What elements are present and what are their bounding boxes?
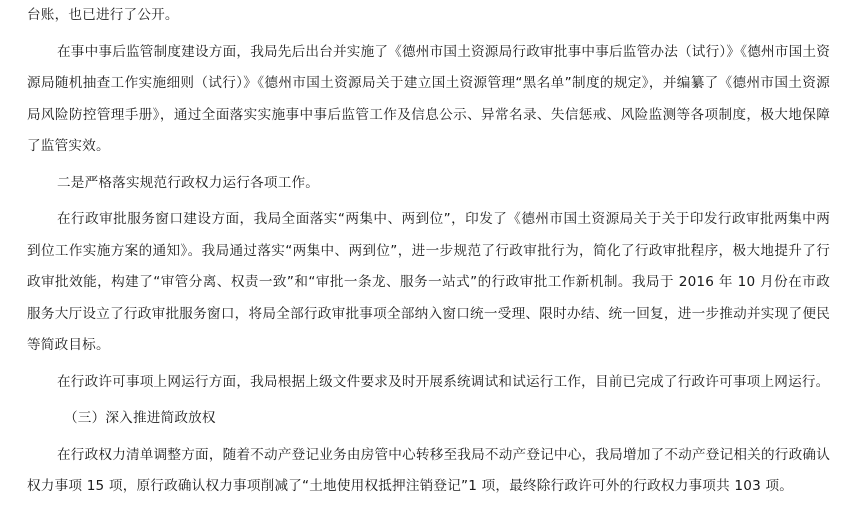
section-heading-streamline: （三）深入推进简政放权 xyxy=(64,410,216,426)
paragraph-power-list-adjustment: 在行政权力清单调整方面，随着不动产登记业务由房管中心转移至我局不动产登记中心，我局增加了不动产登记相关的行政确认权力事项 15 项，原行政确认权力事项削减了“土地使用权抵押注销登记”1 项，最终除行政许可外的行政权力事项共 103 项。 xyxy=(27,446,830,494)
paragraph-heading-regulate-power: 二是严格落实规范行政权力运行各项工作。 xyxy=(57,174,320,191)
paragraph-service-window: 在行政审批服务窗口建设方面，我局全面落实“两集中、两到位”，印发了《德州市国土资源局关于关于印发行政审批两集中两到位工作实施方案的通知》。我局通过落实“两集中、两到位”，进一步规范了行政审批行为，简化了行政审批程序，极大地提升了行政审批效能，构建了“审管分离、权责一致”和“审批一条龙、服务一站式”的行政审批工作新机制。我局于 2016 年 10 月份在市政服务大厅设立了行政审批服务窗口，将局全部行政审批事项全部纳入窗口统一受理、限时办结、统一回复，进一步推动并实现了便民等简政目标。 xyxy=(27,211,830,353)
paragraph-online-licensing: 在行政许可事项上网运行方面，我局根据上级文件要求及时开展系统调试和试运行工作，目前已完成了行政许可事项上网运行。 xyxy=(57,373,830,390)
paragraph-supervision-system: 在事中事后监管制度建设方面，我局先后出台并实施了《德州市国土资源局行政审批事中事后监管办法（试行）》《德州市国土资源局随机抽查工作实施细则（试行）》《德州市国土资源局关于建立国土资源管理“黑名单”制度的规定》，并编纂了《德州市国土资源局风险防控管理手册》，通过全面落实实施事中事后监管工作及信息公示、异常名录、失信惩戒、风险监测等各项制度，极大地保障了监管实效。 xyxy=(27,43,830,154)
paragraph-account-public: 台账，也已进行了公开。 xyxy=(27,7,179,23)
